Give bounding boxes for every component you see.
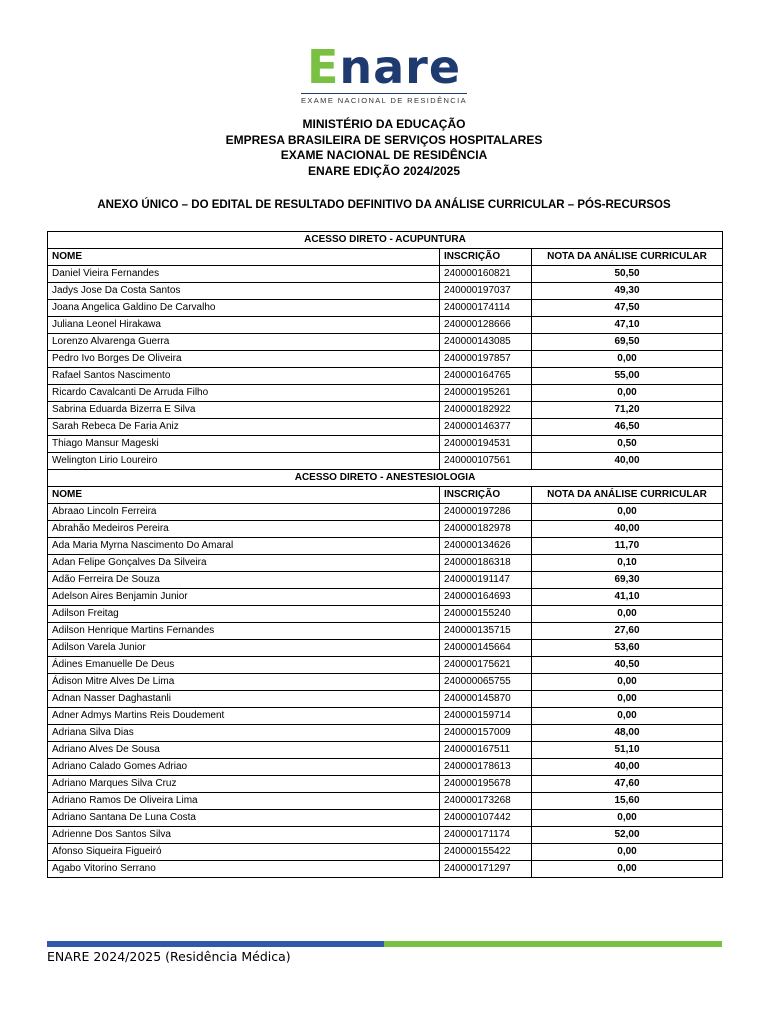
table-row — [48, 572, 723, 589]
candidate-score: 49,30 — [532, 283, 723, 300]
candidate-name: Ricardo Cavalcanti De Arruda Filho — [48, 385, 440, 402]
candidate-registration: 240000107561 — [440, 453, 532, 470]
header-ministry: MINISTÉRIO DA EDUCAÇÃO — [302, 117, 466, 131]
table-row — [48, 351, 723, 368]
column-header-score: NOTA DA ANÁLISE CURRICULAR — [532, 487, 723, 504]
column-header-name: NOME — [48, 249, 440, 266]
candidate-registration: 240000178613 — [440, 759, 532, 776]
candidate-registration: 240000135715 — [440, 623, 532, 640]
candidate-name: Adriano Santana De Luna Costa — [48, 810, 440, 827]
section-title: ACESSO DIRETO - ANESTESIOLOGIA — [48, 470, 723, 487]
column-header-registration: INSCRIÇÃO — [440, 249, 532, 266]
candidate-registration: 240000159714 — [440, 708, 532, 725]
candidate-registration: 240000155240 — [440, 606, 532, 623]
candidate-registration: 240000174114 — [440, 300, 532, 317]
footer-bar-blue — [47, 941, 384, 947]
candidate-score: 71,20 — [532, 402, 723, 419]
candidate-name: Adilson Varela Junior — [48, 640, 440, 657]
table-row — [48, 402, 723, 419]
candidate-registration: 240000065755 — [440, 674, 532, 691]
candidate-name: Rafael Santos Nascimento — [48, 368, 440, 385]
candidate-score: 0,00 — [532, 708, 723, 725]
candidate-registration: 240000145870 — [440, 691, 532, 708]
candidate-score: 53,60 — [532, 640, 723, 657]
candidate-registration: 240000194531 — [440, 436, 532, 453]
candidate-score: 0,00 — [532, 674, 723, 691]
candidate-name: Adriano Alves De Sousa — [48, 742, 440, 759]
candidate-name: Pedro Ivo Borges De Oliveira — [48, 351, 440, 368]
candidate-registration: 240000182978 — [440, 521, 532, 538]
candidate-score: 46,50 — [532, 419, 723, 436]
candidate-name: Daniel Vieira Fernandes — [48, 266, 440, 283]
table-row — [48, 674, 723, 691]
candidate-name: Ádison Mitre Alves De Lima — [48, 674, 440, 691]
candidate-score: 47,60 — [532, 776, 723, 793]
candidate-name: Thiago Mansur Mageski — [48, 436, 440, 453]
candidate-name: Agabo Vitorino Serrano — [48, 861, 440, 878]
candidate-name: Abrahão Medeiros Pereira — [48, 521, 440, 538]
table-row — [48, 691, 723, 708]
candidate-name: Adriano Calado Gomes Adriao — [48, 759, 440, 776]
candidate-registration: 240000157009 — [440, 725, 532, 742]
candidate-registration: 240000182922 — [440, 402, 532, 419]
candidate-registration: 240000171297 — [440, 861, 532, 878]
candidate-score: 47,50 — [532, 300, 723, 317]
column-header-name: NOME — [48, 487, 440, 504]
candidate-score: 0,10 — [532, 555, 723, 572]
section-header-row — [48, 470, 723, 487]
table-row — [48, 606, 723, 623]
candidate-name: Adriana Silva Dias — [48, 725, 440, 742]
candidate-registration: 240000167511 — [440, 742, 532, 759]
candidate-name: Adriano Marques Silva Cruz — [48, 776, 440, 793]
candidate-score: 69,30 — [532, 572, 723, 589]
candidate-score: 0,00 — [532, 861, 723, 878]
candidate-score: 40,00 — [532, 453, 723, 470]
candidate-name: Adão Ferreira De Souza — [48, 572, 440, 589]
candidate-name: Abraao Lincoln Ferreira — [48, 504, 440, 521]
candidate-registration: 240000197857 — [440, 351, 532, 368]
candidate-name: Lorenzo Alvarenga Guerra — [48, 334, 440, 351]
candidate-name: Ada Maria Myrna Nascimento Do Amaral — [48, 538, 440, 555]
candidate-registration: 240000134626 — [440, 538, 532, 555]
candidate-name: Sabrina Eduarda Bizerra E Silva — [48, 402, 440, 419]
candidate-registration: 240000164693 — [440, 589, 532, 606]
candidate-score: 0,00 — [532, 810, 723, 827]
candidate-score: 0,00 — [532, 504, 723, 521]
candidate-score: 50,50 — [532, 266, 723, 283]
candidate-score: 47,10 — [532, 317, 723, 334]
candidate-score: 15,60 — [532, 793, 723, 810]
candidate-name: Adnan Nasser Daghastanli — [48, 691, 440, 708]
table-row — [48, 317, 723, 334]
enare-logo — [0, 40, 768, 108]
document-header — [0, 117, 768, 179]
table-row — [48, 776, 723, 793]
table-row — [48, 725, 723, 742]
table-row — [48, 742, 723, 759]
candidate-score: 51,10 — [532, 742, 723, 759]
table-row — [48, 521, 723, 538]
candidate-score: 0,00 — [532, 844, 723, 861]
candidate-score: 40,50 — [532, 657, 723, 674]
table-row — [48, 759, 723, 776]
logo-subtitle: EXAME NACIONAL DE RESIDÊNCIA — [301, 93, 467, 105]
candidate-score: 40,00 — [532, 521, 723, 538]
column-header-registration: INSCRIÇÃO — [440, 487, 532, 504]
table-row — [48, 368, 723, 385]
section-header-row — [48, 232, 723, 249]
logo-wordmark — [306, 40, 462, 94]
candidate-registration: 240000160821 — [440, 266, 532, 283]
candidate-registration: 240000143085 — [440, 334, 532, 351]
candidate-name: Juliana Leonel Hirakawa — [48, 317, 440, 334]
table-row — [48, 657, 723, 674]
candidate-score: 11,70 — [532, 538, 723, 555]
candidate-score: 40,00 — [532, 759, 723, 776]
table-row — [48, 589, 723, 606]
table-row — [48, 453, 723, 470]
candidate-score: 69,50 — [532, 334, 723, 351]
candidate-name: Adilson Henrique Martins Fernandes — [48, 623, 440, 640]
candidate-score: 27,60 — [532, 623, 723, 640]
candidate-registration: 240000175621 — [440, 657, 532, 674]
footer-bar-green — [384, 941, 722, 947]
candidate-name: Welington Lirio Loureiro — [48, 453, 440, 470]
table-row — [48, 538, 723, 555]
table-row — [48, 827, 723, 844]
candidate-name: Adrienne Dos Santos Silva — [48, 827, 440, 844]
annex-title: ANEXO ÚNICO – DO EDITAL DE RESULTADO DEFINITIVO DA ANÁLISE CURRICULAR – PÓS-RECURSOS — [97, 199, 671, 211]
candidate-registration: 240000173268 — [440, 793, 532, 810]
section-title: ACESSO DIRETO - ACUPUNTURA — [48, 232, 723, 249]
candidate-registration: 240000164765 — [440, 368, 532, 385]
candidate-score: 0,00 — [532, 606, 723, 623]
table-row — [48, 504, 723, 521]
table-row — [48, 623, 723, 640]
candidate-registration: 240000128666 — [440, 317, 532, 334]
candidate-registration: 240000195261 — [440, 385, 532, 402]
candidate-score: 0,00 — [532, 351, 723, 368]
header-company: EMPRESA BRASILEIRA DE SERVIÇOS HOSPITALARES — [225, 132, 543, 147]
candidate-registration: 240000155422 — [440, 844, 532, 861]
logo-wordmark-rest: nare — [339, 40, 462, 94]
candidate-name: Ádines Emanuelle De Deus — [48, 657, 440, 674]
candidate-name: Adriano Ramos De Oliveira Lima — [48, 793, 440, 810]
candidate-registration: 240000146377 — [440, 419, 532, 436]
candidate-score: 0,50 — [532, 436, 723, 453]
candidate-registration: 240000197037 — [440, 283, 532, 300]
table-row — [48, 385, 723, 402]
candidate-registration: 240000145664 — [440, 640, 532, 657]
candidate-registration: 240000171174 — [440, 827, 532, 844]
candidate-name: Adan Felipe Gonçalves Da Silveira — [48, 555, 440, 572]
candidate-name: Afonso Siqueira Figueiró — [48, 844, 440, 861]
candidate-registration: 240000107442 — [440, 810, 532, 827]
candidate-score: 0,00 — [532, 691, 723, 708]
column-header-row — [48, 249, 723, 266]
table-row — [48, 793, 723, 810]
table-row — [48, 640, 723, 657]
table-row — [48, 436, 723, 453]
candidate-name: Adilson Freitag — [48, 606, 440, 623]
candidate-registration: 240000195678 — [440, 776, 532, 793]
candidate-name: Adelson Aires Benjamin Junior — [48, 589, 440, 606]
table-row — [48, 334, 723, 351]
table-row — [48, 810, 723, 827]
candidate-score: 41,10 — [532, 589, 723, 606]
table-row — [48, 861, 723, 878]
table-row — [48, 555, 723, 572]
candidate-score: 0,00 — [532, 385, 723, 402]
candidate-name: Sarah Rebeca De Faria Aniz — [48, 419, 440, 436]
table-row — [48, 419, 723, 436]
header-edition: ENARE EDIÇÃO 2024/2025 — [307, 163, 461, 178]
table-row — [48, 708, 723, 725]
table-row — [48, 844, 723, 861]
candidate-name: Adner Admys Martins Reis Doudement — [48, 708, 440, 725]
candidate-score: 48,00 — [532, 725, 723, 742]
candidate-score: 55,00 — [532, 368, 723, 385]
logo-wordmark-e: E — [306, 40, 340, 94]
candidate-registration: 240000197286 — [440, 504, 532, 521]
table-row — [48, 283, 723, 300]
candidate-score: 52,00 — [532, 827, 723, 844]
table-row — [48, 266, 723, 283]
header-exam: EXAME NACIONAL DE RESIDÊNCIA — [280, 148, 488, 162]
column-header-row — [48, 487, 723, 504]
column-header-score: NOTA DA ANÁLISE CURRICULAR — [532, 249, 723, 266]
table-row — [48, 300, 723, 317]
results-table — [47, 231, 723, 878]
candidate-registration: 240000191147 — [440, 572, 532, 589]
footer-text: ENARE 2024/2025 (Residência Médica) — [47, 949, 291, 964]
candidate-name: Jadys Jose Da Costa Santos — [48, 283, 440, 300]
candidate-name: Joana Angelica Galdino De Carvalho — [48, 300, 440, 317]
candidate-registration: 240000186318 — [440, 555, 532, 572]
